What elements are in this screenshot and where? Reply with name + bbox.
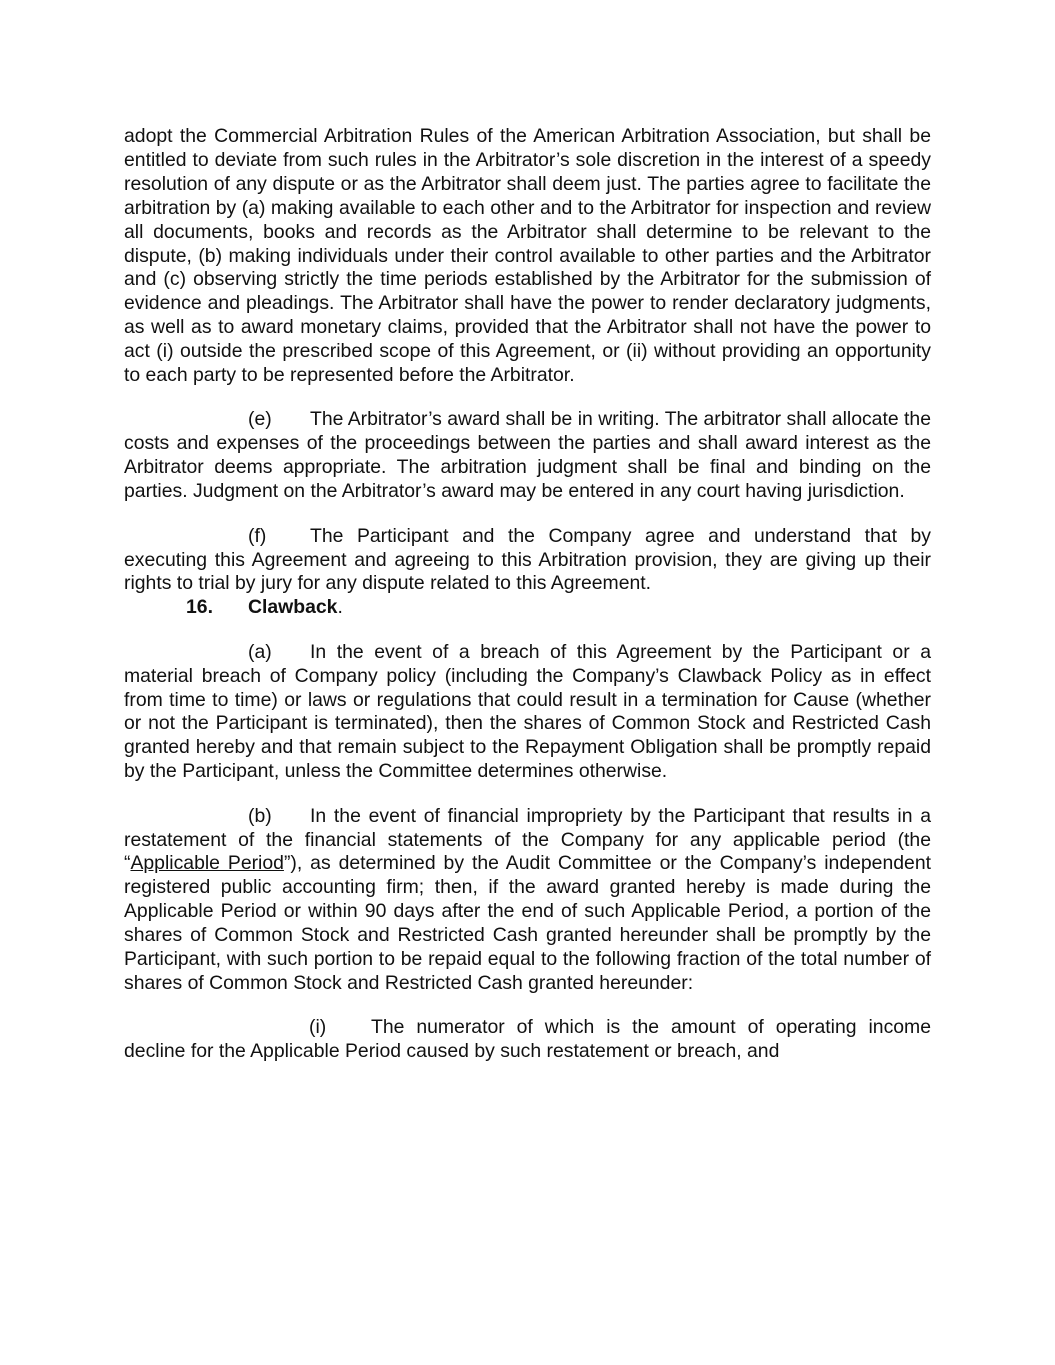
section-title: Clawback xyxy=(248,596,338,619)
paragraph-i-text: The numerator of which is the amount of operating income decline for the Applicable Period caused by such restatement or breach, and xyxy=(124,1016,931,1063)
paragraph-i-label: (i) xyxy=(309,1016,327,1039)
arbitration-rules-paragraph: adopt the Commercial Arbitration Rules of the American Arbitration Association, but shall be entitled to deviate from such rules in the Arbitrator’s sole discretion in the interest of a speedy resolution of any dispute or as the Arbitrator shall deem just. The parties agree to facilitate the arbitration by (a) making available to each other and to the Arbitrator for inspection and review all documents, books and records as the Arbitrator shall determine to be relevant to the dispute, (b) making individuals under their control available to other parties and the Arbitrator and (c) observing strictly the time periods established by the Arbitrator for the submission of evidence and pleadings. The Arbitrator shall have the power to render declaratory judgments, as well as to award monetary claims, provided that the Arbitrator shall not have the power to act (i) outside the prescribed scope of this Agreement, or (ii) without providing an opportunity to each party to be represented before the Arbitrator. xyxy=(124,125,931,387)
defined-term-applicable-period: Applicable Period xyxy=(130,852,284,875)
document-page xyxy=(124,125,931,1064)
section-number: 16. xyxy=(186,596,213,619)
section-16-heading xyxy=(124,596,931,620)
section-title-punct: . xyxy=(337,596,343,619)
paragraph-f-label: (f) xyxy=(248,524,267,547)
paragraph-b-text-after: ”), as determined by the Audit Committee or the Company’s independent registered public accounting firm; then, if the award granted hereby is made during the Applicable Period or within 90 days after the end of such Applicable Period, a portion of the shares of Common Stock and Restricted Cash granted hereunder shall be promptly by the Participant, with such portion to be repaid equal to the following fraction of the total number of shares of Common Stock and Restricted Cash granted hereunder: xyxy=(124,852,931,994)
paragraph-f xyxy=(124,525,931,597)
paragraph-b-label: (b) xyxy=(248,804,272,827)
paragraph-a-label: (a) xyxy=(248,640,272,663)
paragraph-e-text: The Arbitrator’s award shall be in writing. The arbitrator shall allocate the costs and expenses of the proceedings between the parties and shall award interest as the Arbitrator deems appropriate. The arbitration judgment shall be final and binding on the parties. Judgment on the Arbitrator’s award may be entered in any court having jurisdiction. xyxy=(124,408,931,503)
paragraph-b-text-before: In the event of financial impropriety by the Participant that results in a restatement of the financial statements of the Company for any applicable period (the “ xyxy=(124,804,931,875)
paragraph-f-text: The Participant and the Company agree and understand that by executing this Agreement and agreeing to this Arbitration provision, they are giving up their rights to trial by jury for any dispute related to this Agreement. xyxy=(124,524,931,595)
paragraph-e-label: (e) xyxy=(248,408,272,431)
paragraph-b xyxy=(124,805,931,996)
paragraph-i xyxy=(124,1016,931,1064)
paragraph-a-text: In the event of a breach of this Agreement by the Participant or a material breach of Company policy (including the Company’s Clawback Policy as in effect from time to time) or laws or regulations that could result in a termination for Cause (whether or not the Participant is terminated), then the shares of Common Stock and Restricted Cash granted hereby and that remain subject to the Repayment Obligation shall be promptly repaid by the Participant, unless the Committee determines otherwise. xyxy=(124,640,931,783)
paragraph-e xyxy=(124,408,931,504)
paragraph-a xyxy=(124,641,931,784)
